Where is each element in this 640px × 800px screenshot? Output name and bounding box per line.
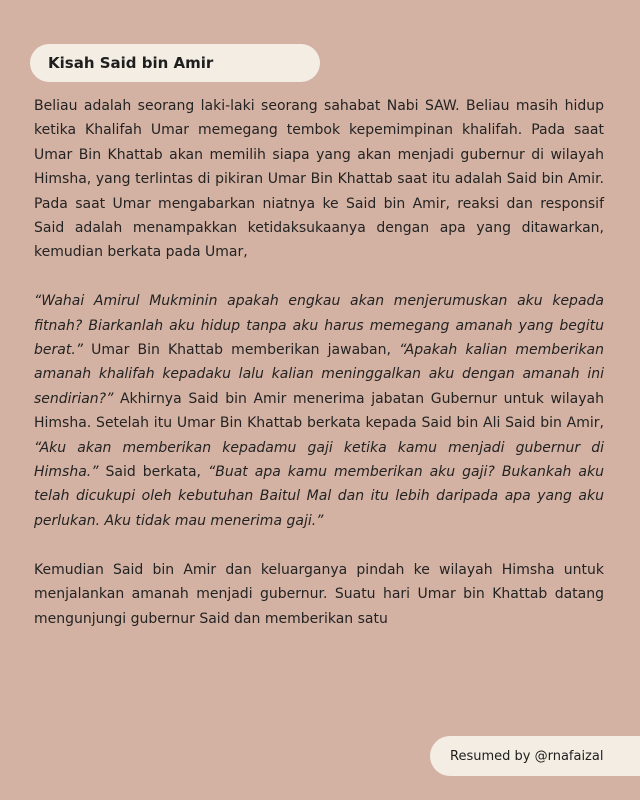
quote-segment: “Buat apa kamu memberikan aku gaji? Bukankah aku telah dicukupi oleh kebutuhan Baitul Mal dan itu lebih daripada apa yang aku perlukan. Aku tidak mau menerima gaji.”	[34, 464, 604, 529]
text-segment: Umar Bin Khattab memberikan jawaban,	[83, 342, 400, 359]
text-segment: Beliau adalah seorang laki-laki seorang sahabat Nabi SAW. Beliau masih hidup ketika Khalifah Umar memegang tembok kepemimpinan khalifah. Pada saat Umar Bin Khattab akan memilih siapa yang akan menjadi gubernur di wilayah Himsha, yang terlintas di pikiran Umar Bin Khattab saat itu adalah Said bin Amir. Pada saat Umar mengabarkan niatnya ke Said bin Amir, reaksi dan responsif Said adalah menampakkan ketidaksukaanya dengan apa yang ditawarkan, kemudian berkata pada Umar,	[34, 98, 604, 261]
page-title: Kisah Said bin Amir	[48, 54, 214, 72]
article-body	[34, 94, 604, 631]
credit-text: Resumed by @rnafaizal	[450, 748, 604, 764]
text-segment: Said berkata,	[98, 464, 208, 481]
text-segment: Akhirnya Said bin Amir menerima jabatan Gubernur untuk wilayah Himsha. Setelah itu Umar Bin Khattab berkata kepada Said bin Ali Said bin Amir,	[34, 390, 604, 432]
credit-pill	[430, 736, 640, 776]
title-pill	[30, 44, 320, 82]
paragraph-3	[34, 558, 604, 631]
quote-segment: “Apakah kalian memberikan amanah khalifah kepadaku lalu kalian meninggalkan aku dengan amanah ini sendirian?”	[34, 342, 605, 407]
paragraph-1	[34, 94, 604, 265]
text-segment: Kemudian Said bin Amir dan keluarganya pindah ke wilayah Himsha untuk menjalankan amanah menjadi gubernur. Suatu hari Umar bin Khattab datang mengunjungi gubernur Said dan memberikan satu	[34, 561, 604, 627]
paragraph-2	[34, 289, 604, 533]
quote-segment: “Aku akan memberikan kepadamu gaji ketika kamu menjadi gubernur di Himsha.”	[34, 439, 604, 481]
quote-segment: “Wahai Amirul Mukminin apakah engkau akan menjerumuskan aku kepada fitnah? Biarkanlah aku hidup tanpa aku harus memegang amanah yang begitu berat.”	[34, 293, 604, 359]
